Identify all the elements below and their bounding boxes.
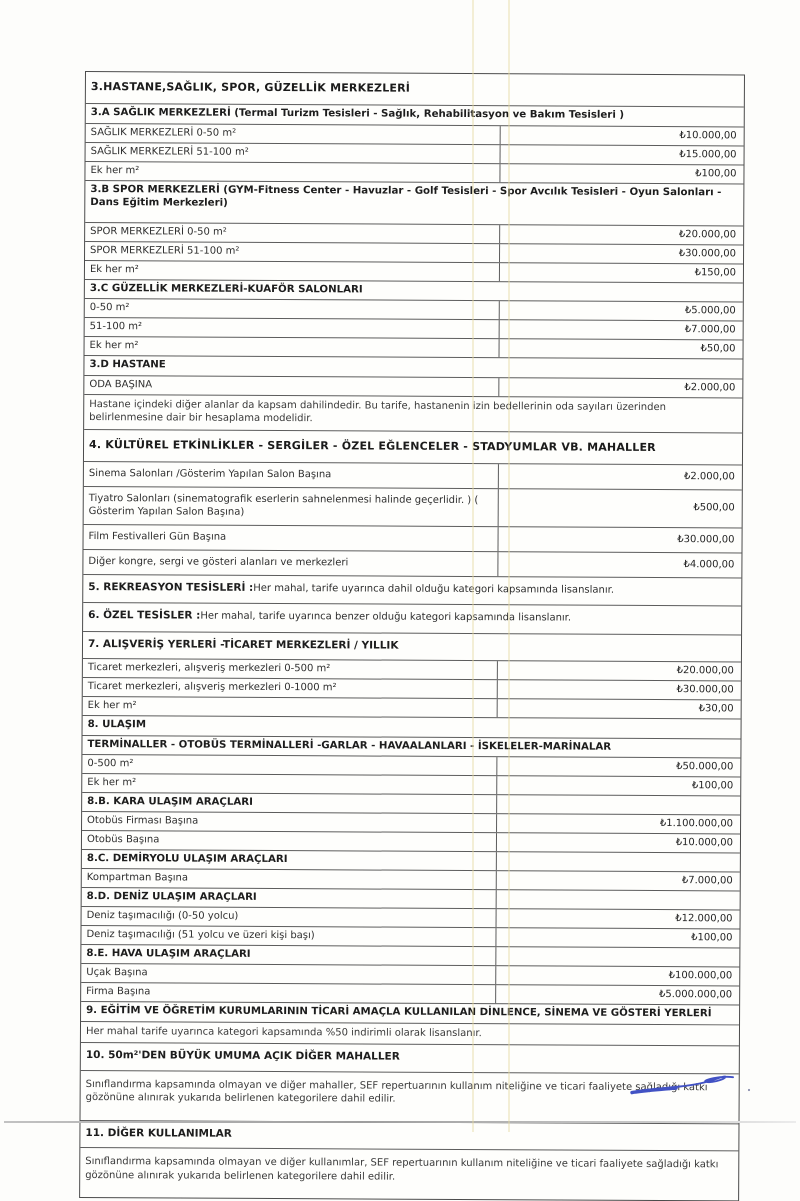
row-label: SPOR MERKEZLERİ 0-50 m² [90,225,227,238]
row-label: Otobüs Başına [86,834,160,846]
note-row [83,603,741,635]
tariff-table [79,71,745,1201]
row-label: SAĞLIK MERKEZLERİ 51-100 m² [90,145,249,158]
note-text: Her mahal, tarife uyarınca dahil olduğu kategori kapsamında lisanslanır. [253,582,615,596]
section-header-row [83,631,741,662]
row-label: Tiyatro Salonları (sinematografik eserlerin sahnelenmesi halinde geçerlidir. ) ( Gösterim Yapılan Salon Başına) [88,492,479,518]
section-title: 8. ULAŞIM [87,719,147,731]
row-label: 0-50 m² [89,302,130,314]
section-title: 7. ALIŞVERİŞ YERLERİ -TİCARET MERKEZLERİ / YILLIK [87,637,399,652]
row-label: ODA BAŞINA [89,378,153,390]
row-label: Diğer kongre, sergi ve gösteri alanları ve merkezleri [88,555,349,568]
section-title: 11. DİĞER KULLANIMLAR [85,1126,232,1140]
note-row [80,1148,738,1200]
row-price: ₺100,00 [495,928,739,947]
row-label: Ek her m² [87,777,137,789]
inline-section-note [83,574,741,605]
row-label: SPOR MERKEZLERİ 51-100 m² [90,244,240,257]
table-row [84,461,742,489]
row-label: Ek her m² [87,700,137,712]
row-label: Firma Başına [86,986,151,998]
row-label: Uçak Başına [86,967,148,979]
note-row [84,395,742,433]
row-price: ₺500,00 [498,489,742,527]
empty-price-cell [495,947,739,966]
row-price: ₺2.000,00 [498,464,742,489]
table-row [84,486,742,527]
row-price: ₺50.000,00 [496,757,740,776]
row-price: ₺12.000,00 [496,909,740,928]
empty-price-cell [496,852,740,871]
row-label: Kompartman Başına [86,872,189,884]
section-header-label: 5. REKREASYON TESİSLERİ : [88,580,254,594]
row-label: SAĞLIK MERKEZLERİ 0-50 m² [90,126,237,139]
section-title: 3.A SAĞLIK MERKEZLERİ (Termal Turizm Tesisleri - Sağlık, Rehabilitasyon ve Bakım Tesisleri ) [90,107,625,121]
row-price: ₺30,00 [497,699,741,718]
section-header-label: 8.B. KARA ULAŞIM ARAÇLARI [87,796,253,808]
inline-section-note [83,603,741,634]
row-price: ₺150,00 [499,263,743,282]
note-row [83,574,741,606]
row-label: Deniz taşımacılığı (0-50 yolcu) [86,910,239,922]
empty-price-cell [496,795,740,814]
row-label: Film Festivalleri Gün Başına [88,530,227,543]
section-header-row [85,181,743,226]
signature-icon [618,1063,768,1105]
note-text: Her mahal tarife uyarınca kategori kapsamında %50 indirimli olarak lisanslanır. [85,1025,482,1039]
row-label: Ek her m² [90,164,140,176]
row-price: ₺1.100.000,00 [496,814,740,833]
row-price: ₺10.000,00 [500,126,744,145]
row-price: ₺2.000,00 [498,378,742,397]
row-label: Otobüs Firması Başına [87,815,199,827]
row-label: Ticaret merkezleri, alışveriş merkezleri 0-500 m² [87,662,331,675]
section-title: 3.D HASTANE [89,359,166,371]
row-label: Deniz taşımacılığı (51 yolcu ve üzeri kişi başı) [86,929,315,942]
note-text: Hastane içindeki diğer alanlar da kapsam dahilindedir. Bu tarife, hastanenin izin bedellerinin oda sayıları üzerinden belirlenmesine dair bir hesaplama modelidir. [89,398,666,425]
section-title: 4. KÜLTÜREL ETKİNLİKLER - SERGİLER - ÖZEL EĞLENCELER - STADYUMLAR VB. MAHALLER [89,437,656,454]
row-price: ₺5.000.000,00 [495,985,739,1004]
table-row [83,549,741,577]
section-header-row [80,1120,738,1151]
row-label: Sinema Salonları /Gösterim Yapılan Salon Başına [88,467,332,480]
row-price: ₺5.000,00 [499,301,743,320]
section-title: 3.HASTANE,SAĞLIK, SPOR, GÜZELLİK MERKEZLERİ [90,80,411,95]
empty-price-cell [496,890,740,909]
section-title: TERMİNALLER - OTOBÜS TERMİNALLERİ -GARLAR - HAVAALANLARI - İSKELELER-MARİNALAR [87,738,612,753]
row-label: Ticaret merkezleri, alışveriş merkezleri 0-1000 m² [87,681,337,694]
row-label: Ek her m² [89,340,139,352]
section-header-label: 8.C. DEMİRYOLU ULAŞIM ARAÇLARI [86,853,288,866]
page-bottom-edge [4,1121,796,1123]
row-price: ₺10.000,00 [496,833,740,852]
row-price: ₺20.000,00 [499,225,743,244]
note-text: Sınıflandırma kapsamında olmayan ve diğer mahaller, SEF repertuarının kullanım niteliğine ve ticari faaliyete sağladığı katkı gözönüne alınırak yukarıda belirlenen kategorilere dahil edilir. [85,1078,708,1105]
row-label: 0-500 m² [87,758,134,770]
section-header-row [86,72,744,107]
section-header-row [84,430,742,465]
note-text: Sınıflandırma kapsamında olmayan ve diğer kullanımlar, SEF repertuarının kullanım niteliğine ve ticari faaliyete sağladığı katkı gözönüne alınırak yukarıda belirlenen kategorilere dahil edilir. [85,1156,719,1183]
row-price: ₺4.000,00 [497,552,741,577]
row-price: ₺30.000,00 [497,527,741,552]
row-price: ₺20.000,00 [497,661,741,680]
row-price: ₺30.000,00 [497,680,741,699]
section-header-label: 8.E. HAVA ULAŞIM ARAÇLARI [86,948,251,960]
row-price: ₺30.000,00 [499,244,743,263]
row-label: 51-100 m² [89,321,143,333]
section-title: 10. 50m²'DEN BÜYÜK UMUMA AÇIK DİĞER MAHALLER [85,1049,400,1063]
section-title: 3.B SPOR MERKEZLERİ (GYM-Fitness Center - Havuzlar - Golf Tesisleri - Spor Avcılık Tesisleri - Oyun Salonları - Dans Eğitim Merkezleri) [90,183,722,209]
row-label: Ek her m² [89,263,139,275]
row-price: ₺100,00 [499,164,743,183]
section-title: 3.C GÜZELLİK MERKEZLERİ-KUAFÖR SALONLARI [89,282,363,295]
table-row [83,524,741,552]
row-price: ₺7.000,00 [499,320,743,339]
section-header-label: 6. ÖZEL TESİSLER : [88,609,201,622]
row-price: ₺50,00 [499,339,743,358]
section-header-label: 8.D. DENİZ ULAŞIM ARAÇLARI [86,891,257,903]
row-price: ₺100.000,00 [495,966,739,985]
note-text: Her mahal, tarife uyarınca benzer olduğu kategori kapsamında lisanslanır. [200,610,572,624]
section-title: 9. EĞİTİM VE ÖĞRETİM KURUMLARININ TİCARİ AMAÇLA KULLANILAN DİNLENCE, SİNEMA VE GÖSTERİ YERLERİ [86,1005,712,1020]
row-price: ₺100,00 [496,776,740,795]
row-price: ₺7.000,00 [496,871,740,890]
row-price: ₺15.000,00 [500,145,744,164]
